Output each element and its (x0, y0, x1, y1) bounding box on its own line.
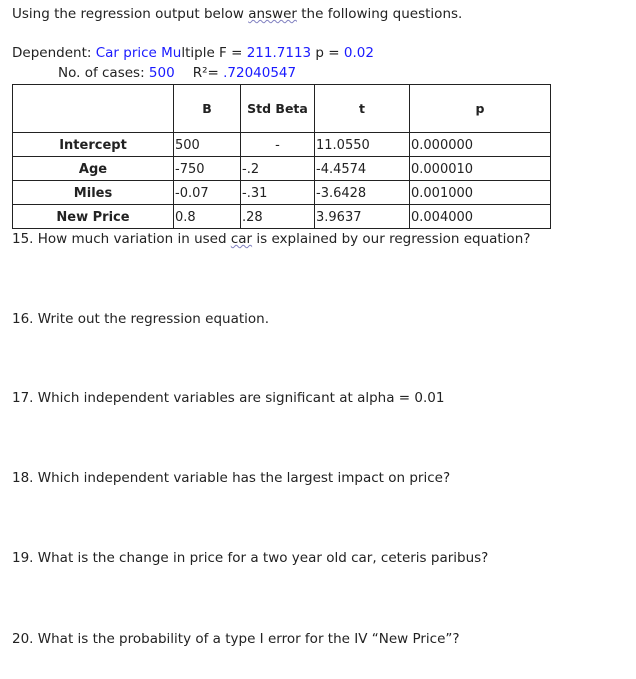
question-20: 20. What is the probability of a type I error for the IV “New Price”? (12, 631, 460, 647)
table-row: New Price 0.8 .28 3.9637 0.004000 (13, 205, 551, 229)
regression-table (12, 84, 551, 229)
table-header-row: B Std Beta t p (13, 85, 551, 133)
summary-line-1: Dependent: Car price Multiple F = 211.7113 p = 0.02 (12, 45, 374, 61)
table-row: Intercept 500 - 11.0550 0.000000 (13, 133, 551, 157)
question-17: 17. Which independent variables are significant at alpha = 0.01 (12, 390, 445, 406)
question-16: 16. Write out the regression equation. (12, 311, 270, 327)
summary-line-2: No. of cases: 500 R²= .72040547 (58, 65, 297, 81)
table-row: Age -750 -.2 -4.4574 0.000010 (13, 157, 551, 181)
question-18: 18. Which independent variable has the largest impact on price? (12, 470, 451, 486)
question-19: 19. What is the change in price for a two year old car, ceteris paribus? (12, 550, 489, 566)
table-row: Miles -0.07 -.31 -3.6428 0.001000 (13, 181, 551, 205)
question-15: 15. How much variation in used car is explained by our regression equation? (12, 231, 531, 247)
intro-text: Using the regression output below answer the following questions. (12, 6, 463, 22)
